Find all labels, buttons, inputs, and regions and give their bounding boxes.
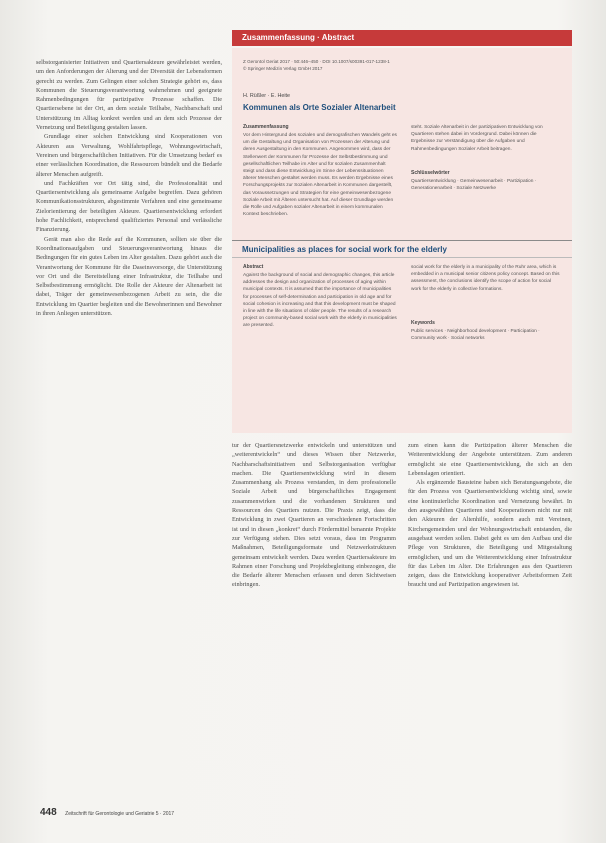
english-abstract-heading: Abstract xyxy=(243,264,264,270)
english-title: Municipalities as places for social work for the elderly xyxy=(232,240,572,258)
page-number: 448 xyxy=(40,807,57,818)
german-abstract-heading: Zusammenfassung xyxy=(243,124,289,130)
body-column-right xyxy=(408,441,572,791)
body-paragraph: Als ergänzende Bausteine haben sich Beratungsangebote, die für den Prozess von Quartiersentwicklung wichtig sind, sowie eine kontinuierliche Koordination und Vernetzung bewährt. In den ausgewählten Quartieren sind Kooperationen nicht nur mit den Akteuren der Altenhilfe, sondern auch mit Vereinen, Kirchengemeinden und der Wohnungswirtschaft entstanden, die ausgebaut werden sollen. Dabei geht es um den Aufbau und die Pflege von Strukturen, die Beteiligung und Mitgestaltung ermöglichen, und um die Weiterentwicklung einer Infrastruktur für das Leben im Alter. Die Erfahrungen aus den Quartieren zeigen, dass die Entwicklung kooperativer Arbeitsformen Zeit braucht und auf Partizipation angewiesen ist. xyxy=(408,479,572,589)
page-footer xyxy=(40,802,174,820)
german-abstract-right: steht. Soziale Altenarbeit in der partizipativen Entwicklung von Quartieren stehen dabei im Vordergrund. Dabei können die Ergebnisse zur Verständigung über die Aufgaben und Rahmenbedingungen Sozialer Arbeit beitragen. xyxy=(411,125,543,152)
english-abstract-left: Against the background of social and demographic changes, this article addresses the design and organization of processes of aging within municipal contexts. It is assumed that the importance of municipalities for processes of self-determination and participation in old age and for social cohesion is increasing and that this development must be shaped in line with the life situations of older people. The results of a research project on community-based social work with the elderly in municipalities are presented. xyxy=(243,273,397,329)
abstract-banner: Zusammenfassung · Abstract xyxy=(232,30,572,46)
german-abstract-left: Vor dem Hintergrund des sozialen und demografischen Wandels geht es um die Gestaltung und Organisation von Prozessen der Alterung und deren Ausgestaltung in den Kommunen. Angenommen wird, dass der Stellenwert der Kommunen für Prozesse der Selbstbestimmung und gesellschaftlichen Teilhabe im Alter und für sozialen Zusammenhalt steigt und dass diese Entwicklung im Sinne der Lebenssituationen älterer Menschen gestaltet werden muss. Es werden Ergebnisse eines Forschungsprojekts zur Sozialen Altenarbeit in Kommunen dargestellt, das Voraussetzungen und Strategien für eine gemeinwesenbezogene Soziale Arbeit mit Älteren untersucht hat. Auf dieser Grundlage werden die Rolle und Aufgaben sozialer Altenarbeit in einem kommunalen Kontext beschrieben. xyxy=(243,133,397,218)
body-paragraph: Grundlage einer solchen Entwicklung sind Kooperationen von Akteuren aus Verwaltung, Wohlfahrtspflege, Wohnungswirtschaft, Vereinen und bürgerschaftlichen Initiativen. Für die Umsetzung bedarf es einer verlässlichen Koordination, die Ressourcen bündelt und die Bedarfe älterer Menschen aufgreift. xyxy=(36,133,222,178)
body-paragraph: und Fachkräften vor Ort tätig sind, die Professionalität und Quartiersentwicklung als gemeinsame Aufgabe begreifen. Dazu gehören Kommunikationsstrukturen, abgestimmte Verfahren und eine gemeinsame Zielorientierung der beteiligten Akteure. Quartiersentwicklung erfordert hohe Fachlichkeit, entsprechend qualifiziertes Personal und verlässliche Finanzierung. xyxy=(36,179,222,234)
english-keywords-heading: Keywords xyxy=(411,320,435,326)
copyright-line: © Springer Medizin Verlag GmbH 2017 xyxy=(243,66,323,71)
german-title: Kommunen als Orte Sozialer Altenarbeit xyxy=(243,103,396,112)
article-meta xyxy=(243,58,390,72)
german-keywords: Quartiersentwicklung · Gemeinwesenarbeit · Partizipation · Generationenarbeit · Soziale Netzwerke xyxy=(411,179,537,192)
english-abstract-right: social work for the elderly in a municipality of the Ruhr area, which is embedded in a municipal senior citizens policy concept. Based on this assessment, the conclusions identify the scope of action for social work for the elderly in collective formations. xyxy=(411,265,560,292)
body-column-left-top xyxy=(36,58,222,678)
body-paragraph: selbstorganisierter Initiativen und Quartiersakteure gewährleistet werden, um den Anforderungen der Alterung und der Diversität der Lebensformen gerecht zu werden. Zum Gelingen einer solchen Strategie gehört es, dass Kommunen die Steuerungsverantwortung wahrnehmen und geeignete Rahmenbedingungen für partizipative Prozesse schaffen. Die Quartiersebene ist der Ort, an dem soziale Teilhabe, Nachbarschaft und Unterstützung im Alltag konkret werden und an dem sich Prozesse der Vernetzung und Beteiligung gestalten lassen. xyxy=(36,59,222,132)
body-paragraph: tur der Quartiersnetzwerke entwickeln und unterstützen und „weiterentwickeln“ und dieses Wissen über Netzwerke, Nachbarschaftsinitiativen und Selbstorganisation verfügbar machen. Die Quartiersentwicklung wird in diesem Zusammenhang als Prozess verstanden, in dem professionelle Soziale Arbeit und bürgerschaftliches Engagement zusammenwirken und die vorhandenen Strukturen und Ressourcen des Quartiers nutzen. Die Praxis zeigt, dass die Entwicklung in zwei Quartieren an verschiedenen Fortschritten ist und in diesen „konkret“ durch Fördermittel benannte Projekte zur Verfügung stehen. Dies setzt voraus, dass im Programm Maßnahmen, Beteiligungsformate und Netzwerkstrukturen gemeinsam entwickelt werden. Dazu werden Quartiersakteure im Rahmen einer Forschung und Projektbegleitung einbezogen, die die Bedarfe älterer Menschen erfassen und deren Sichtweisen einbringen. xyxy=(232,442,396,589)
doi-line: Z Gerontol Geriat 2017 · 50:446–450 · DOI 10.1007/s00391-017-1238-1 xyxy=(243,59,390,64)
english-keywords: Public services · Neighborhood development · Participation · Community work · Social networks xyxy=(411,329,540,342)
authors: H. Rüßler · E. Heite xyxy=(243,93,291,99)
body-paragraph: Gerät man also die Rede auf die Kommunen, sollten sie über die Koordinationsaufgaben und Steuerungsverantwortung hinaus die Bedingungen für ein gutes Leben im Alter gestalten. Dazu gehört auch die Verantwortung der Kommune für die Daseinsvorsorge, die Unterstützung vor Ort und die Bereitstellung einer Infrastruktur, die Teilhabe und Selbstbestimmung ermöglicht. Die Rolle der Akteure der Altenarbeit ist dabei, Träger der gemeinwesenbezogenen Arbeit zu sein, die die Entwicklung im Quartier begleiten und die Bewohnerinnen und Bewohner in ihren Anliegen unterstützen. xyxy=(36,235,222,318)
journal-name: Zeitschrift für Gerontologie und Geriatrie 5 · 2017 xyxy=(65,811,175,817)
body-column-middle xyxy=(232,441,396,791)
german-keywords-heading: Schlüsselwörter xyxy=(411,170,450,176)
body-paragraph: zum einen kann die Partizipation älterer Menschen die Weiterentwicklung der Angebote unterstützen. Zum anderen ermöglicht sie eine Quartiersentwicklung, die sich an den Lebenslagen orientiert. xyxy=(408,442,572,477)
